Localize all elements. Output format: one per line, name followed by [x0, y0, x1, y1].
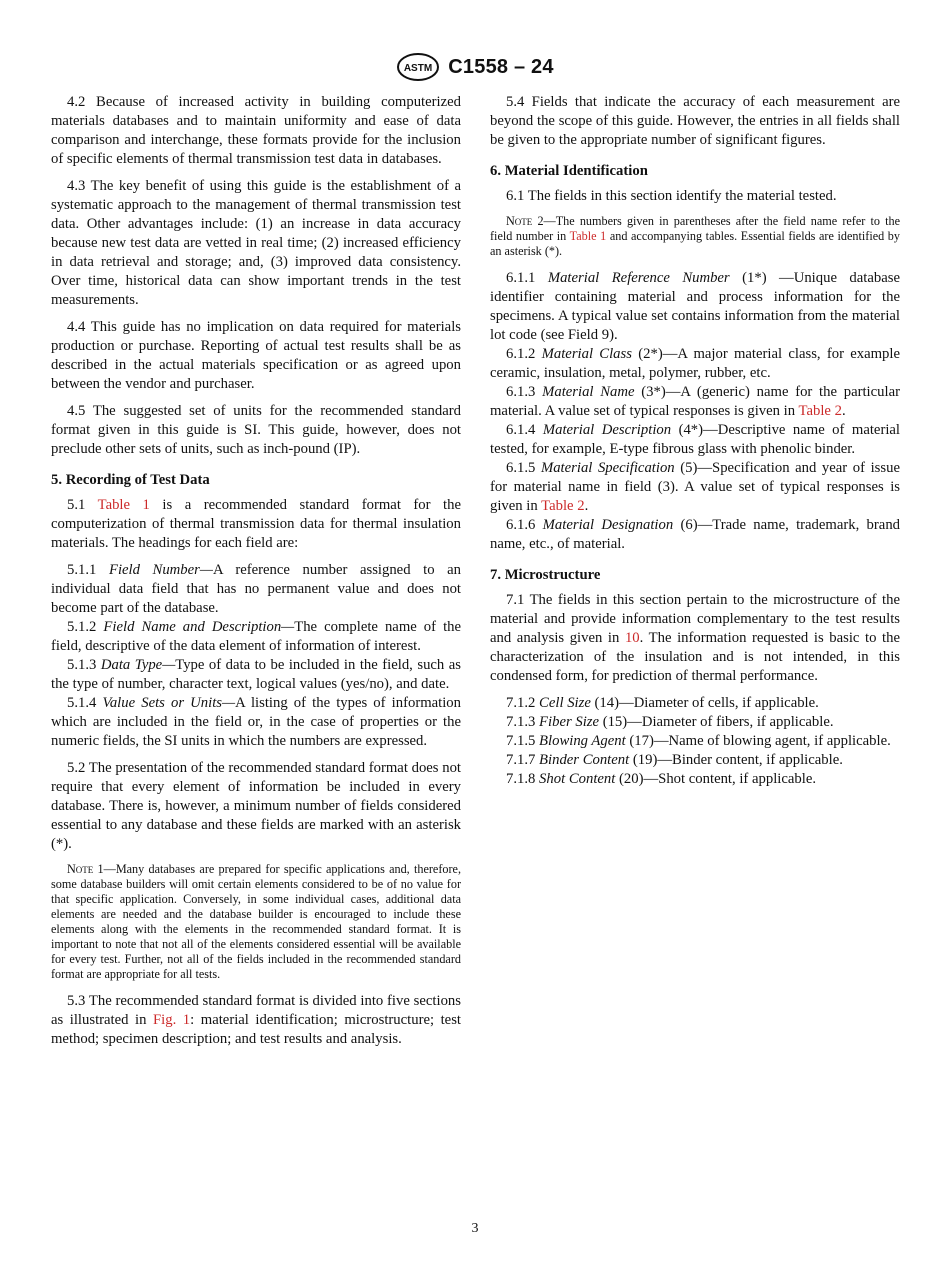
left-column — [51, 93, 461, 1057]
note-1 — [51, 862, 461, 982]
data-type-term: Data Type— — [100, 657, 176, 673]
para-5-1-4: 5.1.4 Value Sets or Units—A listing of the types of information which are included in the field or, in the case of properties or the numeric fields, the SI units in which the numbers are expressed. — [51, 695, 461, 749]
para-4-5: 4.5 The suggested set of units for the recommended standard format given in this guide is SI. This guide, however, does not preclude other sets of units, such as inch-pound (IP). — [51, 403, 461, 457]
note-1-label: Note 1 — [67, 862, 104, 876]
para-7-1-5: 7.1.5 Blowing Agent (17)—Name of blowing agent, if applicable. — [506, 733, 891, 749]
para-7-1: 7.1 The fields in this section pertain to the microstructure of the material and provide information complementary to the test results and analysis given in 10. The information requested is basic to the characterization of the insulation and is not intended, in this condensed form, for prediction of thermal performance. — [490, 592, 900, 684]
para-5-1-b: is a recommended standard format for the computerization of thermal transmission data for thermal insulation materials. The headings for each field are: — [51, 497, 461, 551]
para-6-1-1: 6.1.1 Material Reference Number (1*) —Unique database identifier containing material and process information for the specimens. A typical value set contains information from the material lot code (see Field 9). — [490, 270, 900, 343]
section-7-title: 7. Microstructure — [490, 567, 601, 583]
para-5-3: 5.3 The recommended standard format is divided into five sections as illustrated in Fig. 1: material identification; microstructure; test method; specimen description; and test results and analysis. — [51, 993, 461, 1047]
para-7-1-2: 7.1.2 Cell Size (14)—Diameter of cells, if applicable. — [506, 695, 819, 711]
para-7-1-3: 7.1.3 Fiber Size (15)—Diameter of fibers, if applicable. — [506, 714, 834, 730]
table-2-link-a[interactable]: Table 2 — [798, 403, 842, 419]
para-6-1-3: 6.1.3 Material Name (3*)—A (generic) name for the particular material. A value set of typical responses is given in Table 2. — [490, 384, 900, 419]
para-6-1-4: 6.1.4 Material Description (4*)—Descriptive name of material tested, for example, E-type fibrous glass with phenolic binder. — [490, 422, 901, 457]
para-7-1-7: 7.1.7 Binder Content (19)—Binder content, if applicable. — [506, 752, 843, 768]
para-6-1-5: 6.1.5 Material Specification (5)—Specification and year of issue for material name in field (3). A value set of typical responses is given in Table 2. — [490, 460, 900, 514]
para-4-2: 4.2 Because of increased activity in building computerized materials databases and to maintain uniformity and ease of data comparison and interchange, these formats provide for the inclusion of specific elements of thermal transmission test data in databases. — [51, 94, 461, 167]
para-5-1-1: 5.1.1 Field Number—A reference number assigned to an individual data field that has no permanent value and does not become part of the database. — [51, 562, 461, 616]
para-6-1: 6.1 The fields in this section identify the material tested. — [506, 188, 837, 204]
field-name-term: Field Name and Description— — [103, 619, 295, 635]
astm-logo-text: ASTM — [404, 63, 433, 74]
para-4-3: 4.3 The key benefit of using this guide is the establishment of a systematic approach to the management of thermal transmission test data. Other advantages include: (1) an increase in data accuracy because new test data are vetted in real time; (2) increased efficiency in data retrieval and storage; and, (3) improved data consistency. Over time, historical data can show important trends in the test measurements. — [51, 178, 461, 308]
para-5-1-a: 5.1 — [67, 497, 98, 513]
para-6-1-2: 6.1.2 Material Class (2*)—A major material class, for example ceramic, insulation, metal, polymer, rubber, etc. — [490, 346, 900, 381]
value-sets-term: Value Sets or Units— — [102, 695, 236, 711]
field-number-term: Field Number— — [108, 562, 213, 578]
para-5-1 — [51, 496, 461, 553]
para-4-4: 4.4 This guide has no implication on data required for materials production or purchase. Reporting of actual test results shall be as described in the actual materials specification or as agreed upon between the vendor and purchaser. — [51, 319, 461, 392]
table-1-link[interactable]: Table 1 — [97, 497, 150, 513]
table-2-link-b[interactable]: Table 2 — [541, 498, 585, 514]
table-1-link-note[interactable]: Table 1 — [569, 229, 607, 243]
page-number: 3 — [471, 1221, 479, 1236]
astm-logo-icon — [396, 52, 440, 82]
section-6-title: 6. Material Identification — [490, 163, 648, 179]
para-7-1-8: 7.1.8 Shot Content (20)—Shot content, if applicable. — [506, 771, 817, 787]
para-5-1-3: 5.1.3 Data Type—Type of data to be included in the field, such as the type of number, character text, logical values (yes/no), and date. — [51, 657, 461, 692]
page-header — [0, 52, 950, 87]
section-10-link[interactable]: 10 — [624, 630, 640, 646]
section-5-title: 5. Recording of Test Data — [51, 472, 210, 488]
fig-1-link[interactable]: Fig. 1 — [153, 1012, 191, 1028]
right-column — [490, 93, 900, 789]
standard-title: C1558 – 24 — [448, 55, 554, 78]
para-5-2: 5.2 The presentation of the recommended standard format does not require that every element of information be included in every database. There is, however, a minimum number of fields considered essential to any database and these fields are marked with an asterisk (*). — [51, 760, 461, 852]
note-2-label: Note 2 — [506, 214, 544, 228]
para-5-4: 5.4 Fields that indicate the accuracy of each measurement are beyond the scope of this guide. However, the entries in all fields shall be given to the appropriate number of significant figures. — [490, 94, 900, 148]
para-5-1-2: 5.1.2 Field Name and Description—The complete name of the field, descriptive of the data element of information of interest. — [51, 619, 462, 654]
note-1-text: —Many databases are prepared for specific applications and, therefore, some database builders will omit certain elements considered to be of no value for that specific application. Conversely, in some individual cases, additional data elements are needed and the database builder is encouraged to include these elements along with the elements in the recommended standard format. It is important to note that not all of the elements considered essential will be available for every test. Further, not all of the fields included in the recommended standard format are appropriate for all tests. — [51, 862, 461, 981]
note-2: Note 2—The numbers given in parentheses after the field name refer to the field number in Table 1 and accompanying tables. Essential fields are identified by an asterisk (*). — [490, 214, 900, 258]
para-6-1-6: 6.1.6 Material Designation (6)—Trade name, trademark, brand name, etc., of material. — [490, 517, 901, 552]
